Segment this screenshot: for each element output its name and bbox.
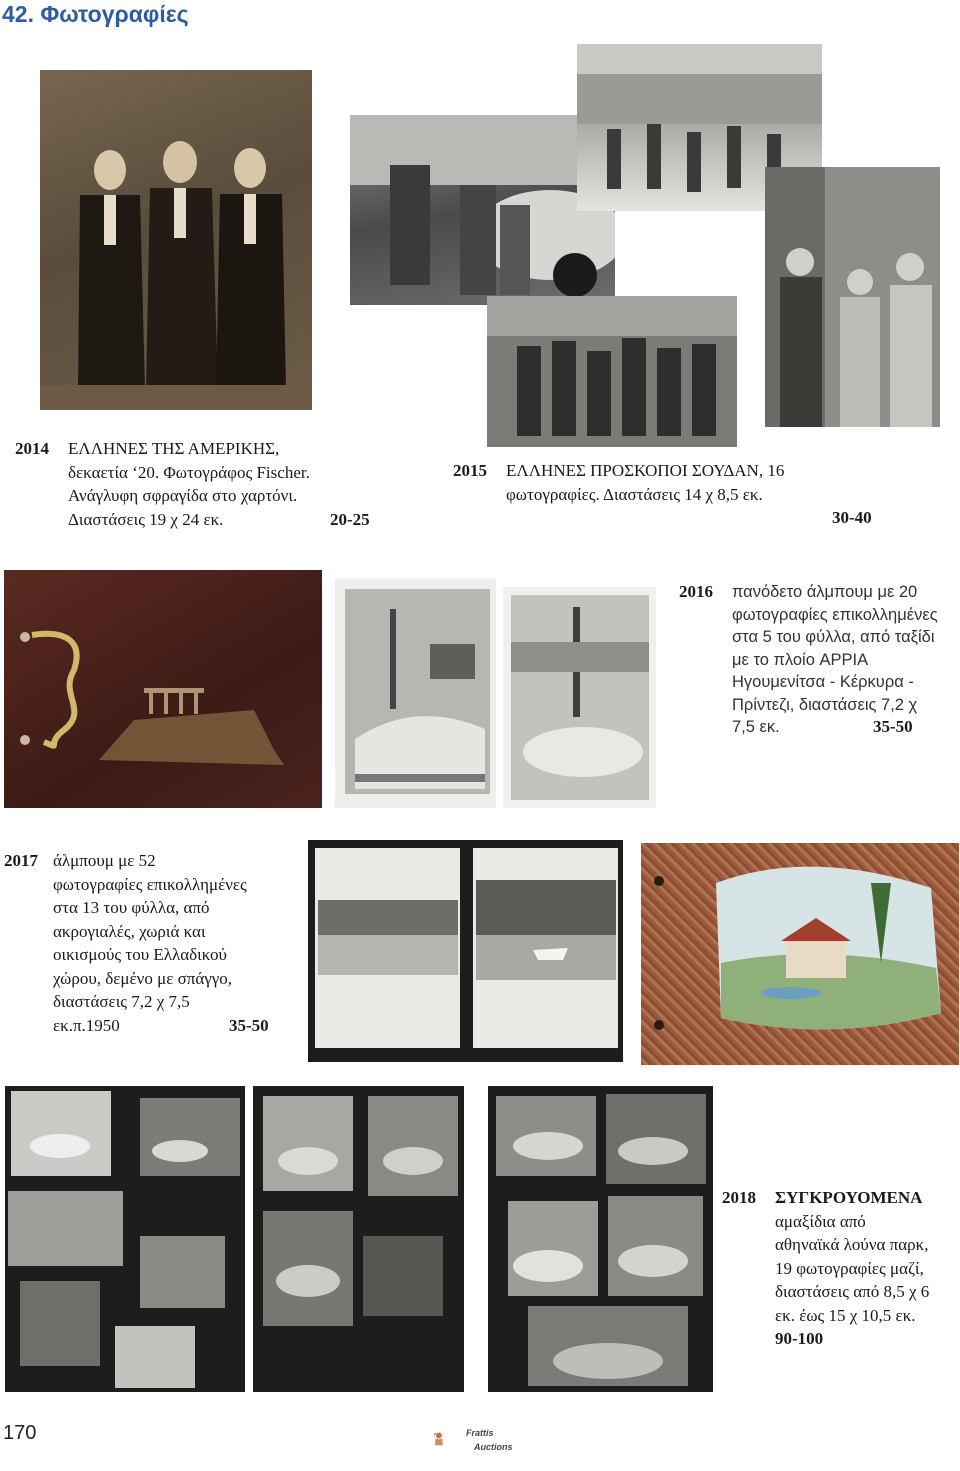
lot-2017-line: εκ.π.1950 xyxy=(53,1015,120,1035)
photo-2015-scouts-car xyxy=(350,115,615,305)
lot-number: 2016 xyxy=(679,582,713,601)
photo-2015-scout-group xyxy=(487,296,737,447)
lot-2016-line: 7,5 εκ. xyxy=(732,718,780,736)
lot-2016-line: Ηγουμενίτσα - Κέρκυρα - xyxy=(732,673,914,691)
logo-text: Auctions xyxy=(474,1442,513,1452)
photo-2014-three-men xyxy=(40,70,312,410)
lot-2015-caption xyxy=(453,459,913,534)
lot-2016-line: με το πλοίο APPIA xyxy=(732,650,869,669)
lot-2014-caption xyxy=(15,437,375,537)
lot-2015-price: 30-40 xyxy=(832,508,872,527)
lot-2016-line: Πρίντεζι, διαστάσεις 7,2 χ xyxy=(732,695,918,714)
page-number: 170 xyxy=(3,1422,37,1444)
lot-2014-title: ΕΛΛΗΝΕΣ ΤΗΣ ΑΜΕΡΙΚΗΣ, xyxy=(68,439,280,458)
lot-2017-line: χώρου, δεμένο με σπάγγο, xyxy=(53,968,233,988)
lot-2016-price: 35-50 xyxy=(873,717,913,736)
lot-2018-line: διαστάσεις από 8,5 χ 6 xyxy=(775,1282,930,1301)
photo-2017-album-page xyxy=(308,840,623,1062)
lot-2018-line: εκ. έως 15 χ 10,5 εκ. xyxy=(775,1305,916,1325)
lot-2017-line: ακρογιαλές, χωριά και xyxy=(53,921,206,941)
lot-2018-line: 19 φωτογραφίες μαζί, xyxy=(775,1258,924,1278)
section-title: 42. Φωτογραφίες xyxy=(2,1,189,27)
lot-2017-line: στα 13 του φύλλα, από xyxy=(53,898,210,917)
photo-2018-album-page-3 xyxy=(488,1086,713,1392)
logo-text: Frattis xyxy=(466,1428,494,1438)
lot-2017-caption xyxy=(4,849,299,1044)
lot-2017-price: 35-50 xyxy=(229,1015,269,1035)
photo-2016-ship-deck-2 xyxy=(503,587,656,808)
lot-2016-line: στα 5 του φύλλα, από ταξίδι xyxy=(732,628,935,646)
lot-2014-price: 20-25 xyxy=(330,509,370,529)
lot-2015-line: φωτογραφίες. Διαστάσεις 14 χ 8,5 εκ. xyxy=(506,484,763,504)
lot-2017-line: φωτογραφίες επικολλημένες xyxy=(53,874,247,894)
lot-number: 2018 xyxy=(722,1188,756,1207)
lot-2017-line: οικισμούς του Ελλαδικού xyxy=(53,945,227,964)
frattis-auctions-logo xyxy=(434,1414,526,1464)
lot-2018-line: αθηναϊκά λούνα παρκ, xyxy=(775,1235,929,1254)
lot-number: 2017 xyxy=(4,851,38,870)
lot-2018-price: 90-100 xyxy=(775,1329,824,1348)
lot-2018-line: αμαξίδια από xyxy=(775,1211,866,1231)
lot-2016-line: φωτογραφίες επικολλημένες xyxy=(732,605,938,624)
photo-2016-ship-deck-1 xyxy=(335,579,496,808)
lot-2015-title-rest: ΣΟΥΔΑΝ, 16 xyxy=(687,461,785,480)
photo-2016-album-cover xyxy=(4,570,322,808)
lot-2015-title: ΕΛΛΗΝΕΣ ΠΡΟΣΚΟΠΟΙ xyxy=(506,461,688,480)
photo-2018-album-page-1 xyxy=(5,1086,245,1392)
lot-2017-line: διαστάσεις 7,2 χ 7,5 xyxy=(53,992,190,1011)
photo-2018-album-page-2 xyxy=(253,1086,464,1392)
lot-number: 2014 xyxy=(15,439,49,458)
lot-number: 2015 xyxy=(453,461,487,480)
lot-2016-caption xyxy=(679,581,954,751)
lot-2016-line: πανόδετο άλμπουμ με 20 xyxy=(732,583,918,601)
photo-2017-album-cover xyxy=(641,843,959,1065)
lot-2014-line: Ανάγλυφη σφραγίδα στο χαρτόνι. xyxy=(68,486,298,505)
lot-2018-caption xyxy=(722,1186,958,1356)
photo-2015-scout-leaders xyxy=(765,167,940,427)
lot-2018-title: ΣΥΓΚΡΟΥΟΜΕΝΑ xyxy=(775,1188,923,1207)
lot-2017-line: άλμπουμ με 52 xyxy=(53,851,156,870)
lot-2014-line: Διαστάσεις 19 χ 24 εκ. xyxy=(68,509,224,529)
lot-2014-line: δεκαετία ‘20. Φωτογράφος Fischer. xyxy=(68,462,310,482)
